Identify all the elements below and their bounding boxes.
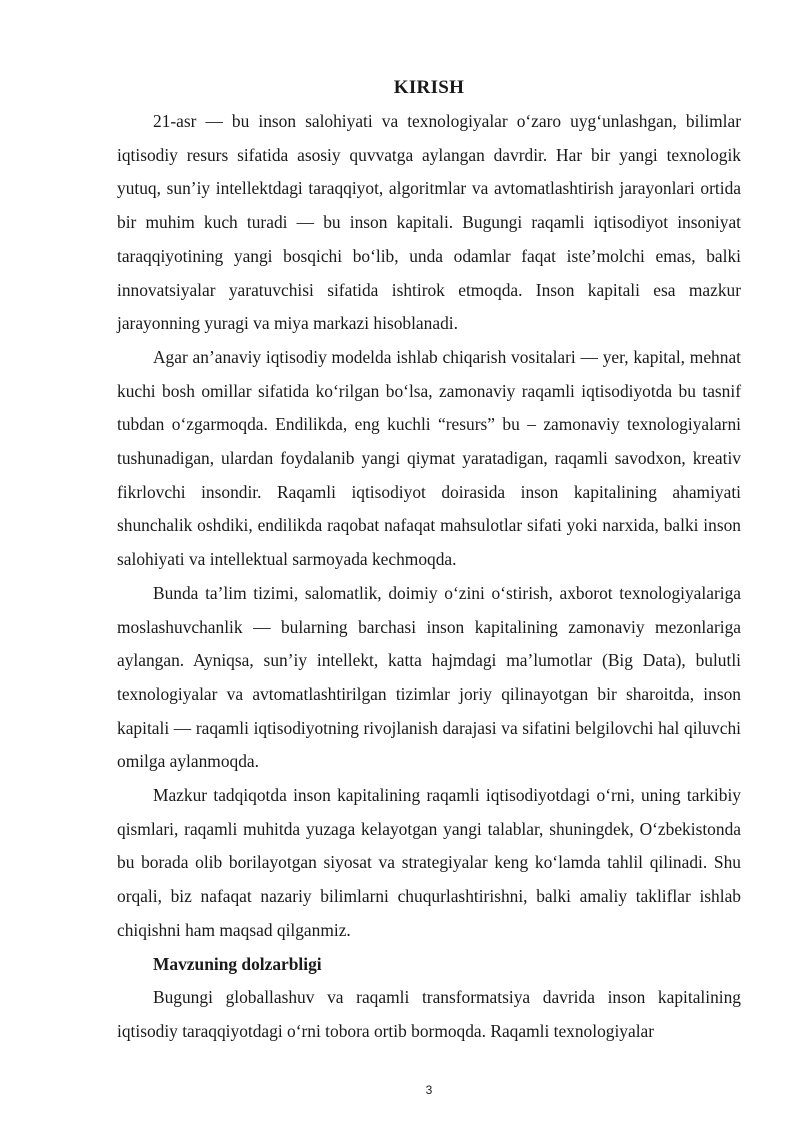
intro-paragraph-3: Bunda ta’lim tizimi, salomatlik, doimiy oʻzini oʻstirish, axborot texnologiyalariga moslashuvchanlik — bularning barchasi inson kapitalining zamonaviy mezonlariga aylangan. Ayniqsa, sun’iy intellekt, katta hajmdagi ma’lumotlar (Big Data), bulutli texnologiyalar va avtomatlashtirilgan tizimlar joriy qilinayotgan bir sharoitda, inson kapitali — raqamli iqtisodiyotning rivojlanish darajasi va sifatini belgilovchi hal qiluvchi omilga aylanmoqda. — [117, 582, 741, 772]
section-paragraph: Bugungi globallashuv va raqamli transformatsiya davrida inson kapitalining iqtisodiy taraqqiyotdagi oʻrni tobora ortib bormoqda. Raqamli texnologiyalar — [117, 987, 741, 1041]
intro-paragraph-2: Agar an’anaviy iqtisodiy modelda ishlab chiqarish vositalari — yer, kapital, mehnat kuchi bosh omillar sifatida koʻrilgan boʻlsa, zamonaviy raqamli iqtisodiyotda bu tasnif tubdan oʻzgarmoqda. Endilikda, eng kuchli “resurs” bu – zamonaviy texnologiyalarni tushunadigan, ulardan foydalanib yangi qiymat yaratadigan, raqamli savodxon, kreativ fikrlovchi insondir. Raqamli iqtisodiyot doirasida inson kapitalining ahamiyati shunchalik oshdiki, endilikda raqobat nafaqat mahsulotlar sifati yoki narxida, balki inson salohiyati va intellektual sarmoyada kechmoqda. — [117, 346, 741, 570]
page-title: KIRISH — [393, 77, 465, 98]
intro-paragraph-4: Mazkur tadqiqotda inson kapitalining raqamli iqtisodiyotdagi oʻrni, uning tarkibiy qismlari, raqamli muhitda yuzaga kelayotgan yangi talablar, shuningdek, Oʻzbekistonda bu borada olib borilayotgan siyosat va strategiyalar keng koʻlamda tahlil qilinadi. Shu orqali, biz nafaqat nazariy bilimlarni chuqurlashtirishni, balki amaliy takliflar ishlab chiqishni ham maqsad qilganmiz. — [117, 785, 741, 940]
page-number: 3 — [425, 1083, 433, 1097]
intro-paragraph-1: 21-asr — bu inson salohiyati va texnologiyalar oʻzaro uygʻunlashgan, bilimlar iqtisodiy resurs sifatida asosiy quvvatga aylangan davrdir. Har bir yangi texnologik yutuq, sun’iy intellektdagi taraqqiyot, algoritmlar va avtomatlashtirish jarayonlari ortida bir muhim kuch turadi — bu inson kapitali. Bugungi raqamli iqtisodiyot insoniyat taraqqiyotining yangi bosqichi boʻlib, unda odamlar faqat iste’molchi emas, balki innovatsiyalar yaratuvchisi sifatida ishtirok etmoqda. Inson kapitali esa mazkur jarayonning yuragi va miya markazi hisoblanadi. — [117, 111, 741, 334]
section-heading: Mavzuning dolzarbligi — [153, 953, 322, 974]
body-text — [117, 105, 741, 1049]
